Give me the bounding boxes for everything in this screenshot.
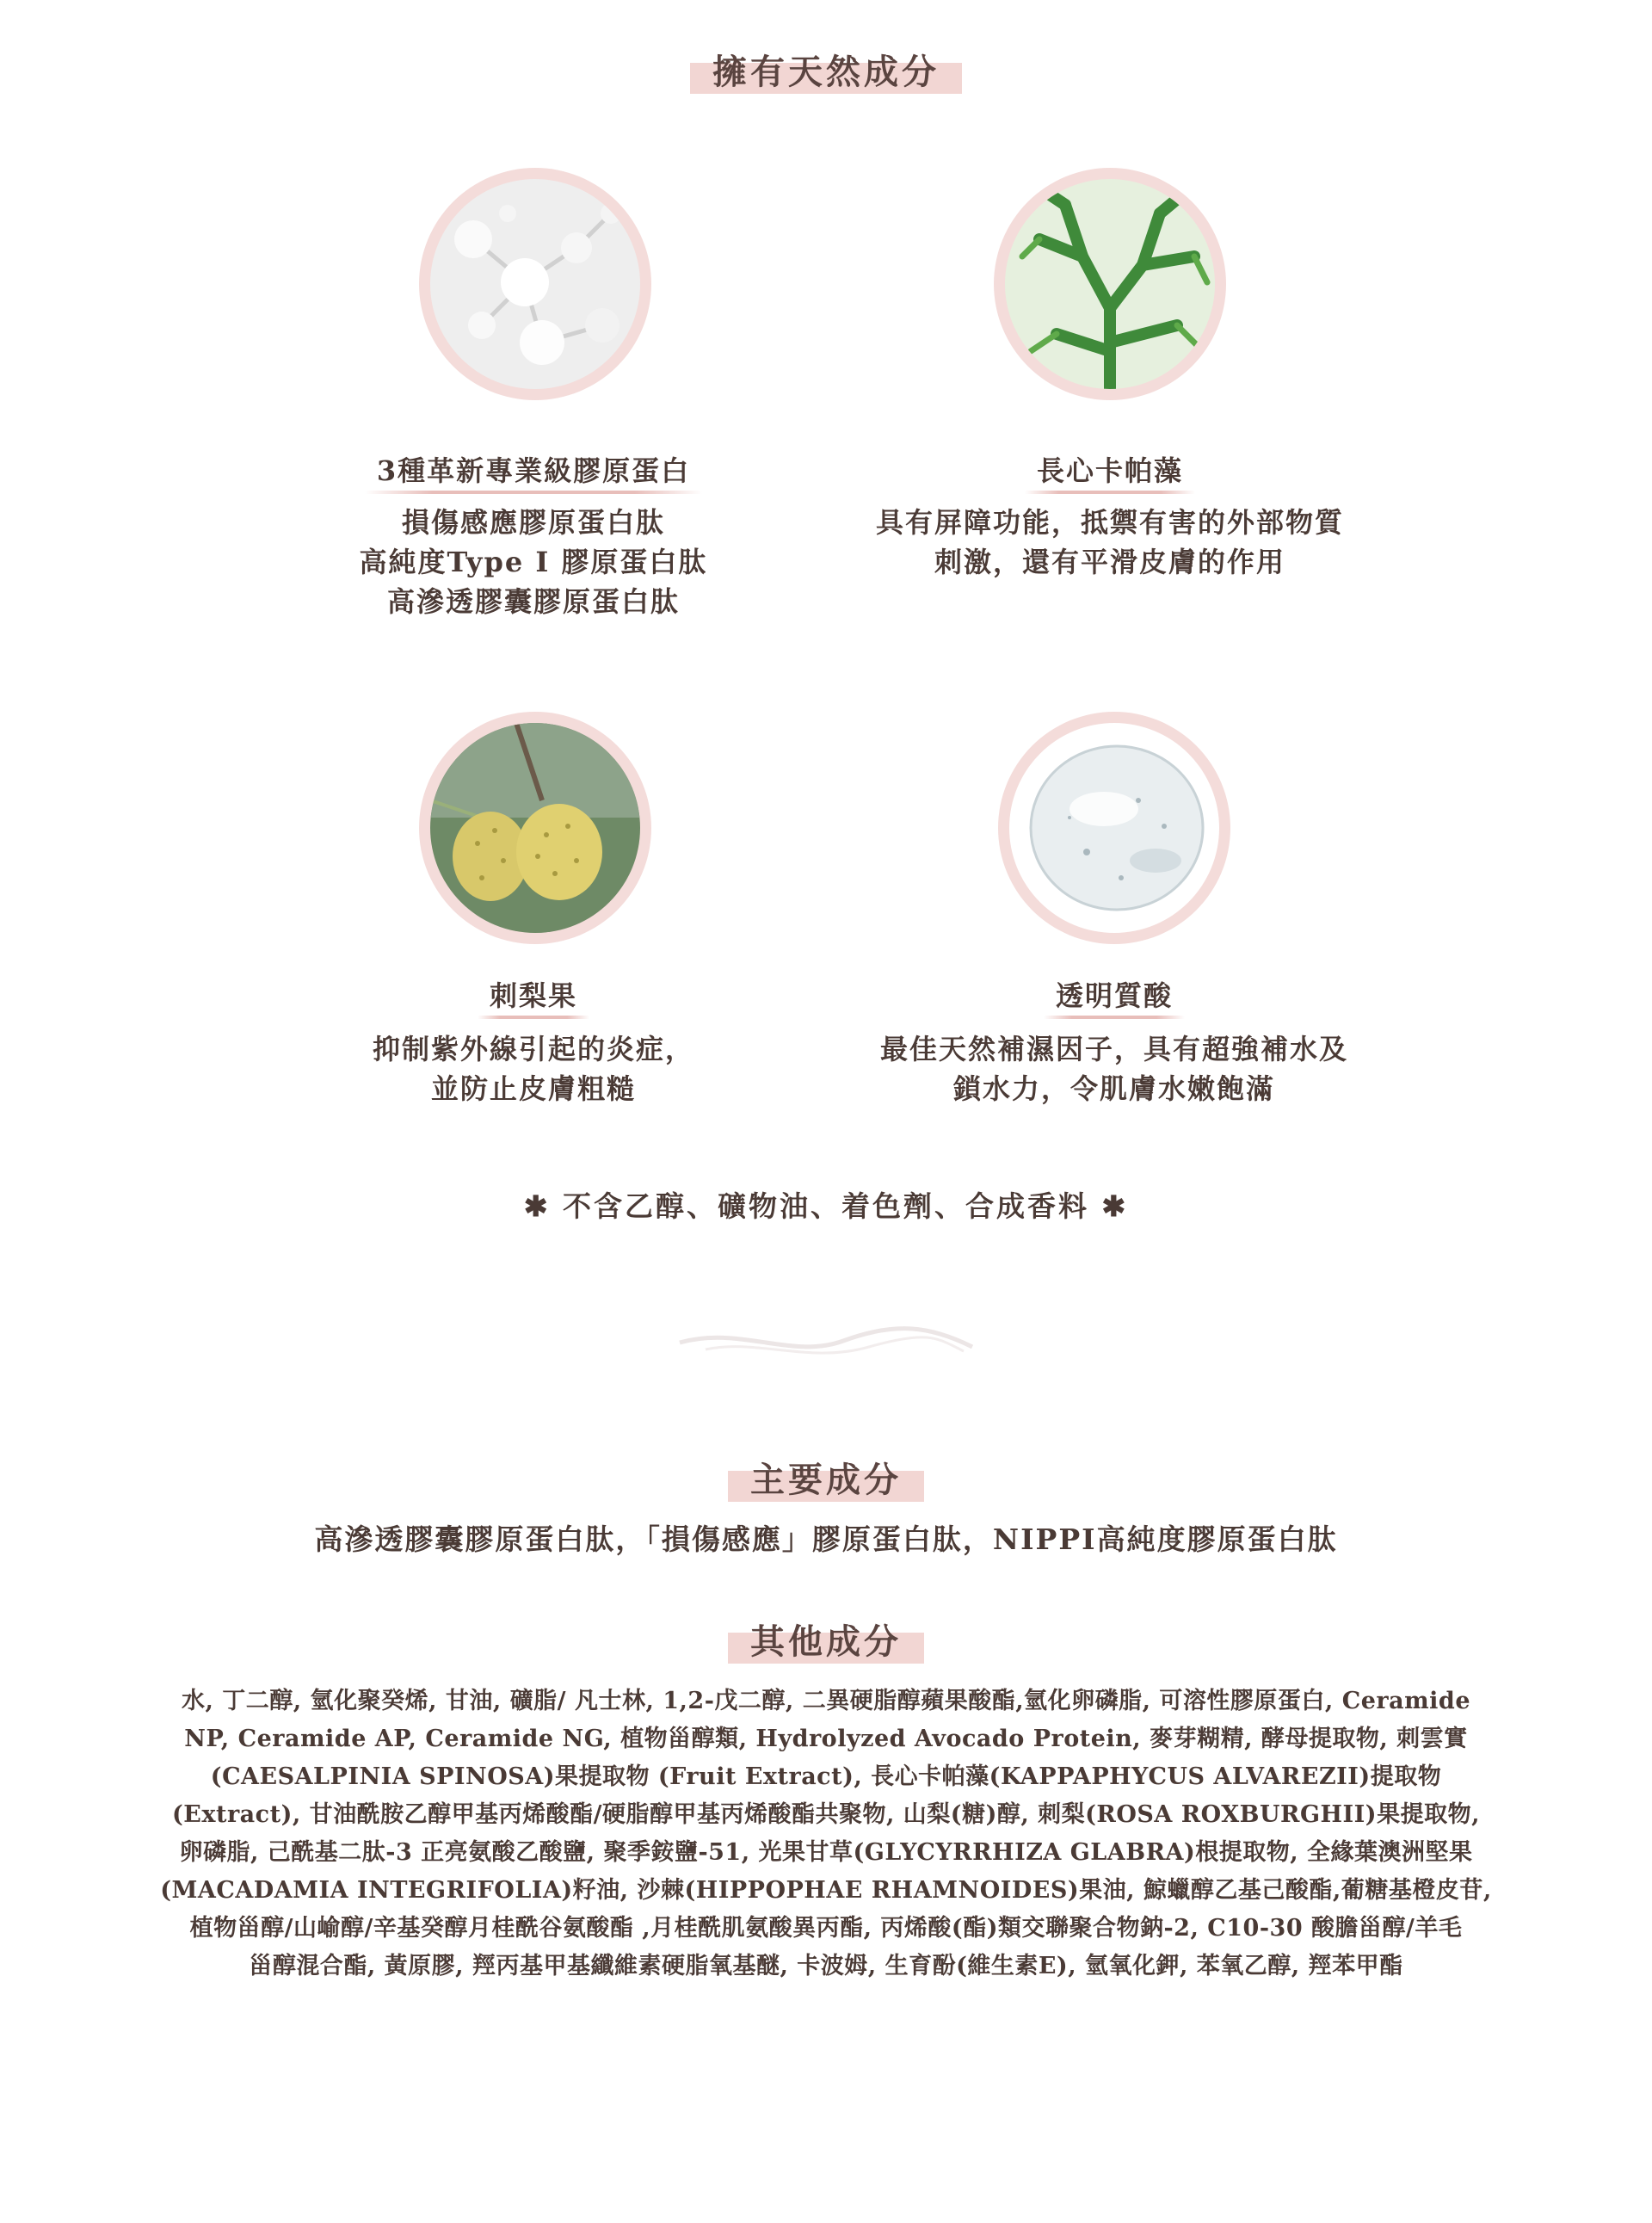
natural-section-title-text: 擁有天然成分 bbox=[690, 45, 962, 94]
free-from-note: ✱ 不含乙醇、礦物油、着色劑、合成香料 ✱ bbox=[523, 1189, 1129, 1223]
other-ingredients-list bbox=[112, 1683, 1540, 1985]
main-section-title bbox=[0, 1453, 1652, 1502]
other-line-3: (CAESALPINIA SPINOSA)果提取物 (Fruit Extract), 長心卡帕藻(KAPPAPHYCUS ALVAREZII)提取物 bbox=[210, 1763, 1442, 1790]
gel-drop-icon bbox=[998, 712, 1230, 944]
other-line-5: 卵磷脂, 己酰基二肽-3 正亮氨酸乙酸鹽, 聚季銨鹽-51, 光果甘草(GLYCYRRHIZA GLABRA)根提取物, 全緣葉澳洲堅果 bbox=[179, 1839, 1473, 1866]
other-section-title bbox=[0, 1615, 1652, 1664]
ingredient-1-line-1: 損傷感應膠原蛋白肽 bbox=[401, 506, 665, 539]
seaweed-icon bbox=[994, 168, 1226, 400]
swirl-divider-icon bbox=[671, 1317, 981, 1368]
other-line-6: (MACADAMIA INTEGRIFOLIA)籽油, 沙棘(HIPPOPHAE RHAMNOIDES)果油, 鯨蠟醇乙基己酸酯,葡糖基橙皮苷, bbox=[160, 1877, 1492, 1904]
ingredient-1-title: 3種革新專業級膠原蛋白 bbox=[258, 449, 809, 489]
prickly-pear-icon bbox=[419, 712, 651, 944]
molecule-icon bbox=[419, 168, 651, 400]
other-line-1: 水, 丁二醇, 氫化聚癸烯, 甘油, 礦脂/ 凡士林, 1,2-戊二醇, 二異硬脂醇蘋果酸酯,氫化卵磷脂, 可溶性膠原蛋白, Ceramide bbox=[181, 1688, 1470, 1714]
ingredient-3-line-1: 抑制紫外線引起的炎症， bbox=[372, 1033, 694, 1065]
main-section-title-text: 主要成分 bbox=[728, 1453, 924, 1502]
other-line-8: 甾醇混合酯, 黃原膠, 羥丙基甲基纖維素硬脂氧基醚, 卡波姆, 生育酚(維生素E), 氫氧化鉀, 苯氧乙醇, 羥苯甲酯 bbox=[249, 1953, 1403, 1979]
natural-section-title bbox=[0, 45, 1652, 94]
ingredient-2-desc bbox=[800, 503, 1420, 582]
ingredient-3-line-2: 並防止皮膚粗糙 bbox=[430, 1072, 636, 1105]
other-line-4: (Extract), 甘油酰胺乙醇甲基丙烯酸酯/硬脂醇甲基丙烯酸酯共聚物, 山梨(糖)醇, 刺梨(ROSA ROXBURGHII)果提取物, bbox=[172, 1801, 1480, 1828]
ingredient-1-line-2: 高純度Type I 膠原蛋白肽 bbox=[359, 546, 708, 578]
ingredient-1-line-3: 高滲透膠囊膠原蛋白肽 bbox=[386, 585, 680, 618]
ingredient-4-line-1: 最佳天然補濕因子，具有超強補水及 bbox=[879, 1033, 1348, 1065]
other-section-title-text: 其他成分 bbox=[728, 1615, 924, 1664]
ingredient-2-line-2: 刺激，還有平滑皮膚的作用 bbox=[934, 546, 1285, 578]
ingredient-1-desc bbox=[224, 503, 843, 621]
ingredient-4-desc bbox=[804, 1029, 1424, 1108]
ingredient-2-line-1: 具有屏障功能，抵禦有害的外部物質 bbox=[875, 506, 1344, 539]
ingredient-3-desc bbox=[224, 1029, 843, 1108]
other-line-7: 植物甾醇/山崳醇/辛基癸醇月桂酰谷氨酸酯 ,月桂酰肌氨酸異丙酯, 丙烯酸(酯)類交聯聚合物鈉-2, C10-30 酸膽甾醇/羊毛 bbox=[189, 1915, 1463, 1942]
ingredient-4-line-2: 鎖水力，令肌膚水嫩飽滿 bbox=[952, 1072, 1275, 1105]
ingredient-4-title: 透明質酸 bbox=[839, 974, 1390, 1014]
main-ingredients-text: 高滲透膠囊膠原蛋白肽，「損傷感應」膠原蛋白肽，NIPPI高純度膠原蛋白肽 bbox=[314, 1522, 1338, 1556]
other-line-2: NP, Ceramide AP, Ceramide NG, 植物甾醇類, Hydrolyzed Avocado Protein, 麥芽糊精, 酵母提取物, 刺雲實 bbox=[184, 1726, 1468, 1752]
ingredient-3-title: 刺梨果 bbox=[258, 974, 809, 1014]
ingredient-2-title: 長心卡帕藻 bbox=[835, 449, 1385, 489]
